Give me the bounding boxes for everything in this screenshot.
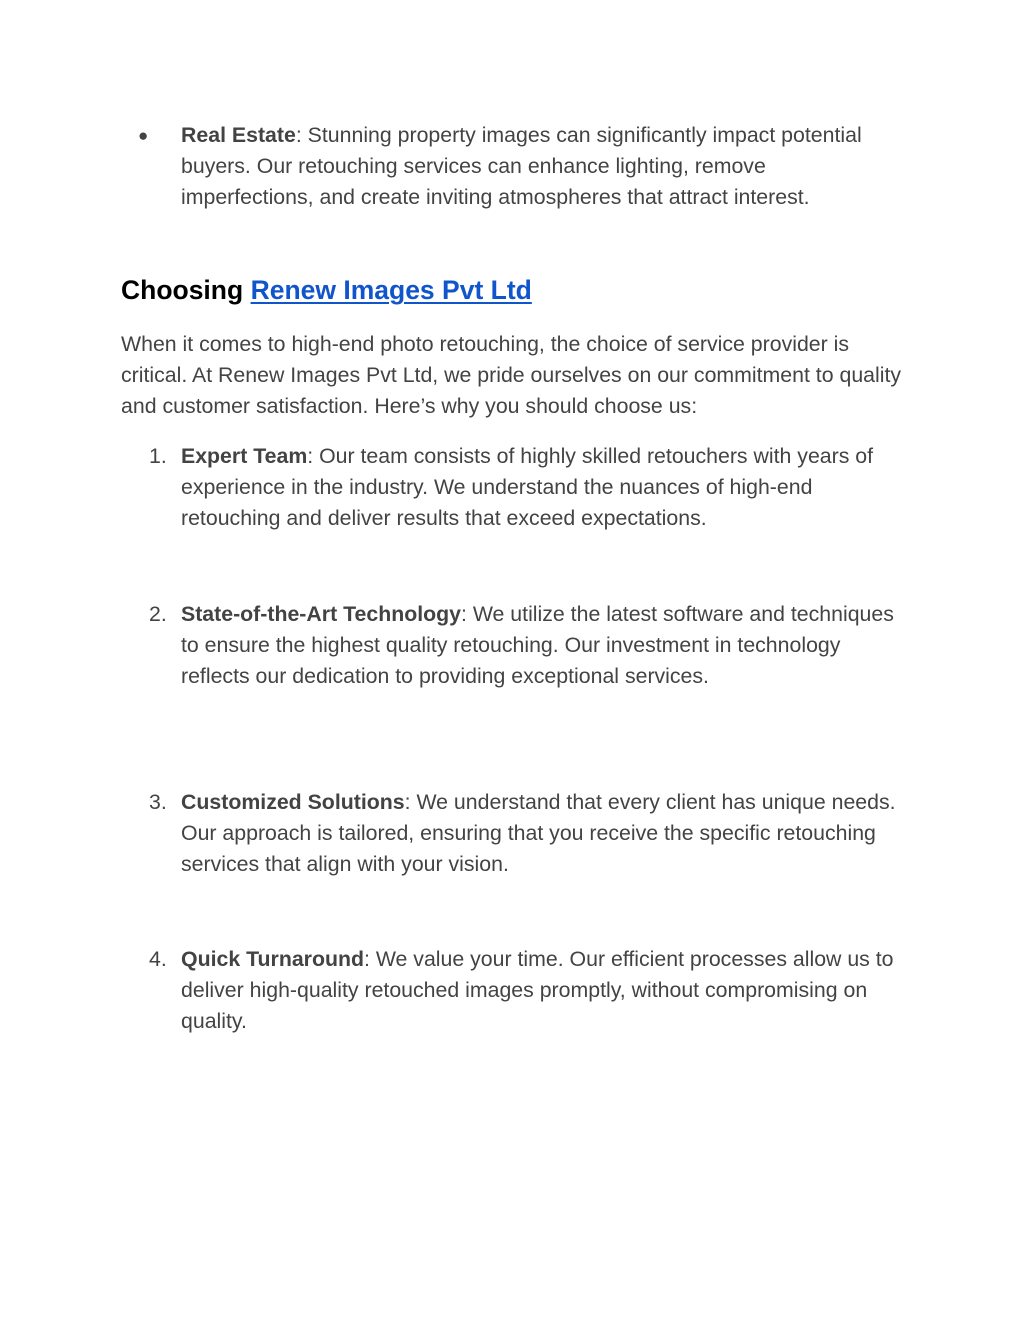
section-heading xyxy=(121,273,532,307)
list-item-title: State-of-the-Art Technology xyxy=(181,602,461,626)
list-number: 4. xyxy=(149,947,167,971)
list-item-title: Customized Solutions xyxy=(181,790,405,814)
company-link[interactable]: Renew Images Pvt Ltd xyxy=(250,275,532,305)
intro-paragraph: When it comes to high-end photo retouching, the choice of service provider is critical. At Renew Images Pvt Ltd, we pride ourselves on our commitment to quality and customer satisfaction. Here’s why you should choose us: xyxy=(121,332,902,418)
list-item-body xyxy=(181,787,901,880)
bullet-marker: ● xyxy=(138,126,149,145)
list-item-text: : Our team consists of highly skilled retouchers with years of experience in the industry. We understand the nuances of high-end retouching and deliver results that exceed expectations. xyxy=(181,444,874,530)
list-item-body xyxy=(181,944,901,1037)
list-item-text: : We understand that every client has unique needs. Our approach is tailored, ensuring that you receive the specific retouching services that align with your vision. xyxy=(181,790,896,876)
list-item-text: : We utilize the latest software and techniques to ensure the highest quality retouching. Our investment in technology reflects our dedication to providing exceptional services. xyxy=(181,602,894,688)
list-number: 1. xyxy=(149,444,167,468)
list-item-title: Expert Team xyxy=(181,444,308,468)
list-number: 3. xyxy=(149,790,167,814)
list-item-body xyxy=(181,441,901,534)
list-item-title: Quick Turnaround xyxy=(181,947,364,971)
list-item-body xyxy=(181,599,901,692)
list-item-text: : We value your time. Our efficient processes allow us to deliver high-quality retouched images promptly, without compromising on quality. xyxy=(181,947,894,1033)
bullet-item-text: : Stunning property images can significantly impact potential buyers. Our retouching services can enhance lighting, remove imperfections, and create inviting atmospheres that attract interest. xyxy=(181,123,862,209)
heading-prefix: Choosing xyxy=(121,275,244,305)
bullet-item-body xyxy=(181,120,901,213)
bullet-item-title: Real Estate xyxy=(181,123,296,147)
list-number: 2. xyxy=(149,602,167,626)
